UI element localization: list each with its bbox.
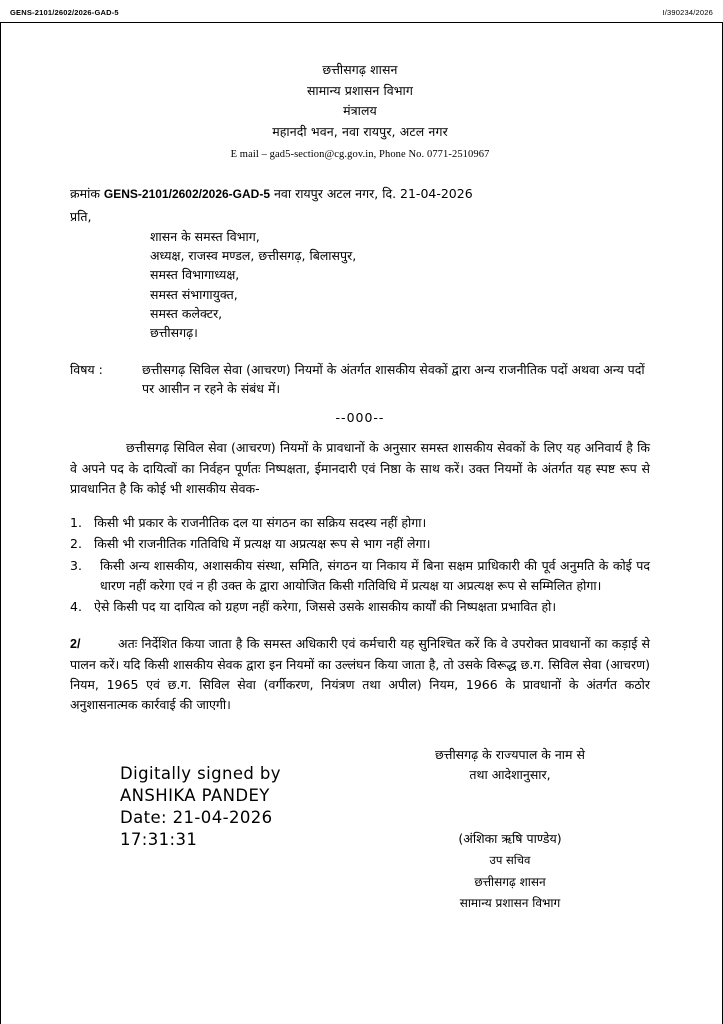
list-item: समस्त विभागाध्यक्ष, bbox=[150, 267, 240, 283]
memo-number: GENS-2101/2602/2026-GAD-5 bbox=[103, 186, 270, 201]
document-body bbox=[70, 60, 650, 925]
list-item bbox=[70, 556, 650, 597]
page-border-left bbox=[0, 22, 1, 1024]
header-divider bbox=[0, 22, 723, 23]
signer-name: (अंशिका ऋषि पाण्डेय) bbox=[458, 831, 562, 847]
to-label: प्रति, bbox=[70, 208, 92, 224]
addressee-list bbox=[150, 227, 650, 343]
list-item-number: 1. bbox=[70, 515, 82, 531]
digital-signature-stamp bbox=[120, 763, 281, 850]
letterhead-line-1: छत्तीसगढ़ शासन bbox=[322, 62, 398, 77]
digital-signature-line-1: Digitally signed by bbox=[120, 764, 281, 784]
signer-organisation: छत्तीसगढ़ शासन bbox=[474, 874, 546, 889]
list-item-text: किसी अन्य शासकीय, अशासकीय संस्था, समिति, संगठन या निकाय में बिना सक्षम प्राधिकारी की पूर्व अनुमति के कोई पद धारण नहीं करेगा एवं न ही उक्त के द्वारा आयोजित किसी गतिविधि में प्रत्यक्ष या अप्रत्यक्ष रूप से सम्मिलित होगा। bbox=[100, 557, 650, 593]
signer-department: सामान्य प्रशासन विभाग bbox=[459, 895, 561, 910]
memo-number-line bbox=[70, 185, 650, 204]
list-item-text: किसी भी प्रकार के राजनीतिक दल या संगठन का सक्रिय सदस्य नहीं होगा। bbox=[94, 515, 427, 531]
subject-block bbox=[70, 361, 650, 399]
header-right-code: I/390234/2026 bbox=[662, 8, 713, 17]
header-left-code: GENS-2101/2602/2026-GAD-5 bbox=[10, 8, 119, 17]
list-item bbox=[70, 513, 650, 533]
list-item bbox=[70, 597, 650, 617]
subject-label: विषय : bbox=[70, 361, 103, 377]
signature-area bbox=[70, 745, 650, 925]
on-behalf-line-2: तथा आदेशानुसार, bbox=[469, 767, 551, 783]
digital-signature-line-3: Date: 21-04-2026 bbox=[120, 807, 273, 827]
signer-designation: उप सचिव bbox=[489, 853, 531, 868]
paragraph-1: छत्तीसगढ़ सिविल सेवा (आचरण) नियमों के प्रावधानों के अनुसार समस्त शासकीय सेवकों के लिए यह अनिवार्य है कि वे अपने पद के दायित्वों का निर्वहन पूर्णतः निष्पक्षता, ईमानदारी एवं निष्ठा के साथ करें। उक्त नियमों के अंतर्गत यह स्पष्ट रूप से प्रावधानित है कि कोई भी शासकीय सेवक- bbox=[70, 440, 650, 496]
list-item-number: 2. bbox=[70, 536, 82, 552]
letterhead-line-4: महानदी भवन, नवा रायपुर, अटल नगर bbox=[272, 123, 448, 139]
list-item: छत्तीसगढ़। bbox=[150, 325, 198, 341]
clause-text: अतः निर्देशित किया जाता है कि समस्त अधिकारी एवं कर्मचारी यह सुनिश्चित करें कि वे उपरोक्त प्रावधानों का कड़ाई से पालन करें। यदि किसी शासकीय सेवक द्वारा इन नियमों का उल्लंघन किया जाता है, तो उसके विरूद्ध छ.ग. सिविल सेवा (आचरण) नियम, 1965 एवं छ.ग. सिविल सेवा (वर्गीकरण, नियंत्रण तथा अपील) नियम, 1966 के प्रावधानों के अंतर्गत कठोर अनुशासनात्मक कार्रवाई की जाएगी। bbox=[70, 636, 651, 713]
list-item-number: 4. bbox=[70, 599, 82, 615]
digital-signature-line-2: ANSHIKA PANDEY bbox=[120, 786, 270, 806]
list-item: समस्त कलेक्टर, bbox=[150, 306, 223, 322]
on-behalf-line-1: छत्तीसगढ़ के राज्यपाल के नाम से bbox=[435, 747, 585, 763]
list-item-text: ऐसे किसी पद या दायित्व को ग्रहण नहीं करेगा, जिससे उसके शासकीय कार्यों की निष्पक्षता प्रभावित हो। bbox=[94, 599, 557, 615]
digital-signature-line-4: 17:31:31 bbox=[120, 829, 198, 849]
subject-text: छत्तीसगढ़ सिविल सेवा (आचरण) नियमों के अंतर्गत शासकीय सेवकों द्वारा अन्य राजनीतिक पदों अथवा अन्य पदों पर आसीन न रहने के संबंध में। bbox=[142, 361, 645, 396]
letterhead bbox=[70, 60, 650, 163]
list-item bbox=[70, 534, 650, 554]
list-item: अध्यक्ष, राजस्व मण्डल, छत्तीसगढ़, बिलासपुर, bbox=[150, 247, 357, 263]
list-item-number: 3. bbox=[70, 557, 82, 573]
section-separator: --000-- bbox=[335, 410, 385, 426]
authority-block bbox=[370, 745, 650, 913]
letterhead-contact: E mail – gad5-section@cg.gov.in, Phone No. 0771-2510967 bbox=[230, 148, 490, 160]
page-header-strip bbox=[0, 8, 723, 17]
letterhead-line-2: सामान्य प्रशासन विभाग bbox=[306, 82, 414, 98]
numbered-points bbox=[70, 513, 650, 617]
paragraph-2 bbox=[70, 634, 650, 715]
list-item: समस्त संभागायुक्त, bbox=[150, 286, 238, 302]
clause-marker: 2/ bbox=[70, 637, 81, 652]
memo-prefix: क्रमांक bbox=[70, 185, 100, 201]
letterhead-line-3: मंत्रालय bbox=[343, 103, 377, 119]
list-item-text: किसी भी राजनीतिक गतिविधि में प्रत्यक्ष या अप्रत्यक्ष रूप से भाग नहीं लेगा। bbox=[94, 536, 431, 552]
memo-place-date: नवा रायपुर अटल नगर, दि. 21-04-2026 bbox=[273, 185, 473, 201]
list-item: शासन के समस्त विभाग, bbox=[150, 228, 260, 244]
